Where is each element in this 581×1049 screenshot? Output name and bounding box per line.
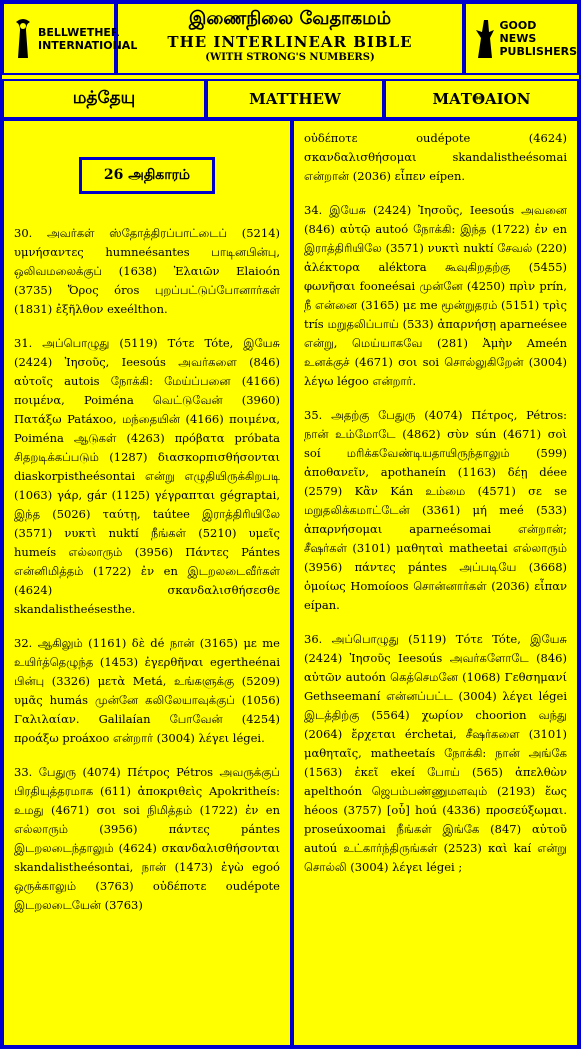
left-logo: [2, 2, 138, 75]
verse-30: 30. அவர்கள் ஸ்தோத்திரப்பாட்டைப் (5214) υμνήσαντες humneésantes பாடினபின்பு, ஒலிவமலைக்குப் (1638) Ἐλαιῶν Elaioón (3735) Ὄρος óros புறப்பட்டுப்போனார்கள் (1831) ἐξῆλθον exeélthon.: [14, 226, 280, 316]
verse-33-continued: οὐδέποτε oudépote (4624) σκανδαλισθήσομαι skandalistheésomai என்றான் (2036) εἶπεν eípen.: [304, 131, 567, 183]
book-greek-label: ΜΑΤΘΑΙΟΝ: [432, 90, 531, 108]
ram-logo-icon: [12, 16, 34, 62]
title-subtitle: (WITH STRONG'S NUMBERS): [205, 52, 375, 63]
book-tamil-label: மத்தேயு: [72, 88, 136, 108]
verse-34: 34. இயேசு (2424) Ἰησοῦς, Ieesoús அவனை (846) αὐτῷ autoó நோக்கி: இந்த (1722) ἐν en இராத்திரியிலே (3571) νυκτὶ nuktí சேவல் (220) ἀλέκτορα aléktora கூவுகிறதற்கு (5455) φωνῆσαι fooneésai முன்னே (4250) πρὶν prín, நீ என்னை (3165) με me மூன்றுதரம் (5151) τρὶς trís மறுதலிப்பாய் (533) ἀπαρνήσῃ aparneésee என்று, மெய்யாகவே (281) Ἀμὴν Ameén உனக்குச் (4671) σοι soi சொல்லுகிறேன் (3004) λέγω légoo என்றார்.: [304, 203, 567, 388]
left-column: [2, 119, 292, 1047]
book-greek: [384, 79, 579, 119]
right-logo: [464, 2, 579, 75]
verse-32: 32. ஆகிலும் (1161) δὲ dé நான் (3165) με me உயிர்த்தெழுந்த (1453) ἐγερθῆναι egertheénai பின்பு (3326) μετὰ Metá, உங்களுக்கு (5209) υμᾶς humás முன்னே கலிலேயாவுக்குப் (1056) Γαλιλαίαν. Galilaían போவேன் (4254) προάξω proáxoo என்றார் (3004) λέγει légei.: [14, 636, 280, 745]
verse-31: 31. அப்பொழுது (5119) Τότε Tóte, இயேசு (2424) Ἰησοῦς, Ieesoús அவர்களை (846) αὐτοῖς autois நோக்கி: மேய்ப்பனை (4166) ποιμένα, Poiména வெட்டுவேன் (3960) Πατάξω Patáxoo, மந்தையின் (4166) ποιμένα, Poiména ஆடுகள் (4263) πρόβατα próbata சிதறடிக்கப்படும் (1287) διασκορπισθήσονται diaskorpistheésontai என்று எழுதியிருக்கிறபடி (1063) γάρ, gár (1125) γέγραπται gégraptai, இந்த (5026) ταύτῃ, taútee இராத்திரியிலே (3571) νυκτὶ nuktí நீங்கள் (5210) υμεῖς humeís எல்லாரும் (3956) Πάντες Pántes என்னிமித்தம் (1722) ἐν en இடறலடைவீர்கள் (4624) σκανδαλισθήσεσθε skandalistheésesthe.: [14, 336, 280, 616]
chapter-label: 26 அதிகாரம்: [79, 157, 215, 194]
book-english-label: MATTHEW: [249, 90, 341, 108]
right-logo-text: GOOD NEWS PUBLISHERS: [499, 19, 578, 58]
title-box: [116, 2, 464, 75]
verse-36: 36. அப்பொழுது (5119) Τότε Tóte, இயேசு (2424) Ἰησοῦς Ieesoús அவர்களோடே (846) αὐτῶν autoón கெத்செமனே (1068) Γεθσημανί Gethseemaní என்னப்பட்ட (3004) λέγει légei இடத்திற்கு (5564) χωρίον choorion வந்து (2064) ἔρχεται érchetai, சீஷர்களை (3101) μαθηταῖς, matheetaís நோக்கி: நான் அங்கே (1563) ἐκεῖ ekeí போய் (565) ἀπελθὼν apelthoón ஜெபம்பண்ணுமளவும் (2193) ἕως héoos (3757) [οὗ] hoú (4336) προσεύξωμαι. proseúxoomai நீங்கள் இங்கே (847) αὐτοῦ autoú உட்கார்ந்திருங்கள் (2523) καὶ kaí என்று சொல்லி (3004) λέγει légei ;: [304, 632, 567, 874]
verse-35: 35. அதற்கு பேதுரு (4074) Πέτρος, Pétros: நான் உம்மோடே (4862) σὺν sún (4671) σοὶ soí மரிக்கவேண்டியதாயிருந்தாலும் (599) ἀποθανεῖν, apothaneín (1163) δέῃ déee (2579) Κἂν Kán உம்மை (4571) σε se மறுதலிக்கமாட்டேன் (3361) μή meé (533) ἀπαρνήσομαι aparneésomai என்றான்; சீஷர்கள் (3101) μαθηταὶ matheetai எல்லாரும் (3956) πάντες pántes அப்படியே (3668) ὁμοίως Homoíoos சொன்னார்கள் (2036) εἶπαν eípan.: [304, 408, 567, 612]
title-english: THE INTERLINEAR BIBLE: [167, 33, 413, 51]
title-tamil: இணைநிலை வேதாகமம்: [188, 8, 392, 29]
book-english: [206, 79, 384, 119]
book-tamil: [2, 79, 206, 119]
trumpet-angel-logo-icon: [474, 16, 496, 62]
right-column: [292, 119, 579, 1047]
verse-33: 33. பேதுரு (4074) Πέτρος Pétros அவருக்குப் பிரதியுத்தரமாக (611) ἀποκριθεὶς Apokritheís: உமது (4671) σοι soi நிமித்தம் (1722) ἐν en எல்லாரும் (3956) πάντες pántes இடறலடைந்தாலும் (4624) σκανδαλισθήσονται skandalistheésontai, நான் (1473) ἐγὼ egoó ஒருக்காலும் (3763) οὐδέποτε oudépote இடறலடையேன் (3763): [14, 765, 280, 912]
left-logo-text: BELLWETHER INTERNATIONAL: [38, 25, 138, 52]
